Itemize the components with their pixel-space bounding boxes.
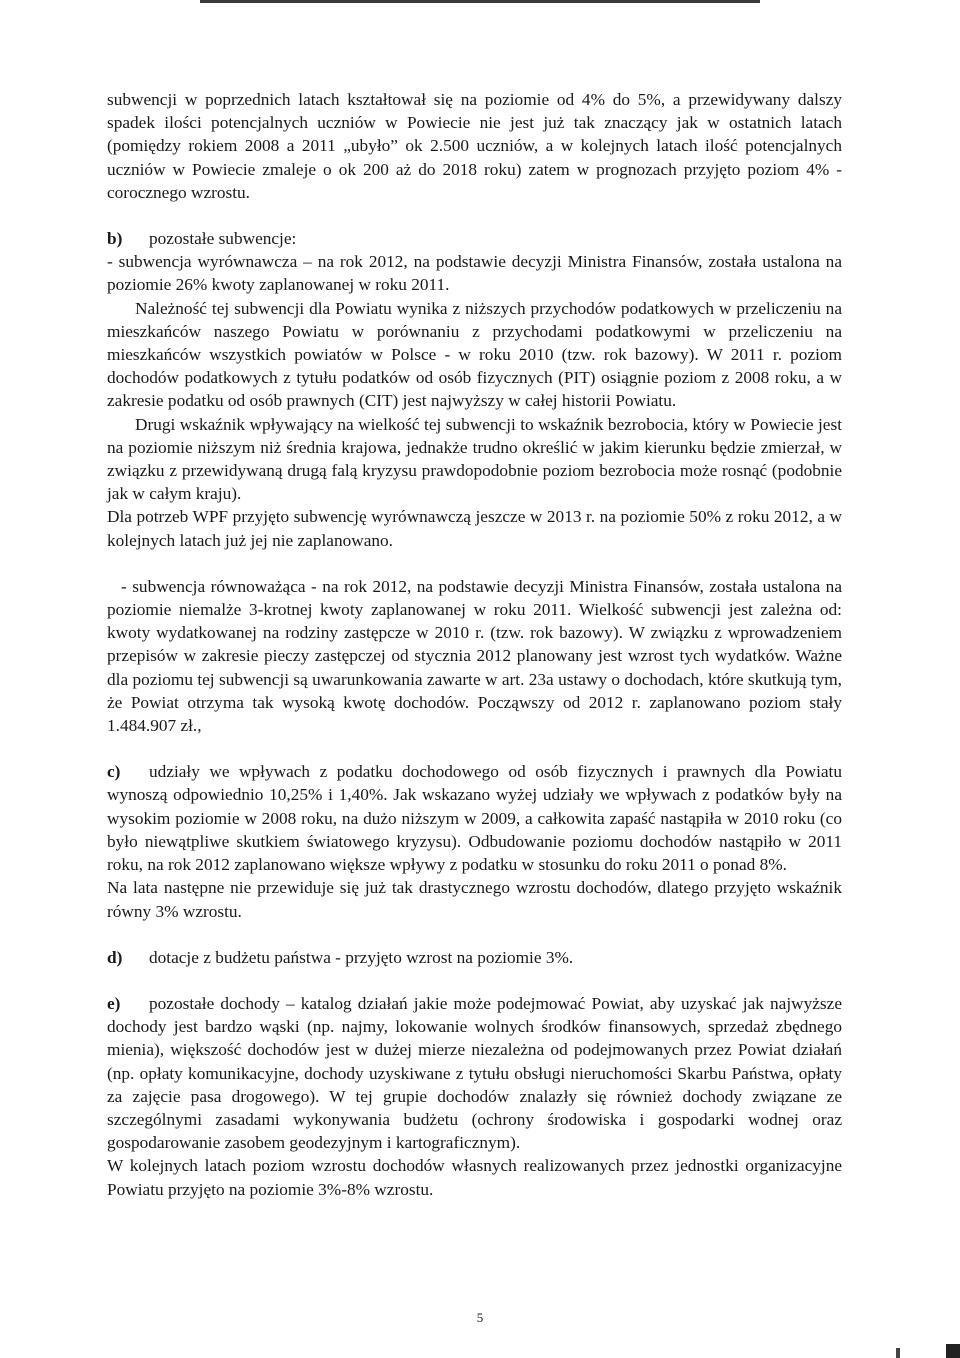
section-b-title: pozostałe subwencje: [149, 229, 297, 249]
section-d-paragraph [107, 946, 842, 969]
scan-edge-mark [896, 1348, 900, 1358]
section-e-label: e) [107, 993, 121, 1013]
spacer [107, 737, 842, 760]
section-b-label: b) [107, 229, 123, 249]
section-d-text: dotacje z budżetu państwa - przyjęto wzrost na poziomie 3%. [149, 947, 574, 967]
page-number: 5 [476, 1310, 484, 1325]
scan-top-edge [200, 0, 760, 3]
spacer [107, 552, 842, 575]
paragraph-wpf: Dla potrzeb WPF przyjęto subwencję wyrównawczą jeszcze w 2013 r. na poziomie 50% z roku 2012, a w kolejnych latach już jej nie zaplanowano. [107, 507, 842, 550]
paragraph-subwencja-rownowazaca: - subwencja równoważąca - na rok 2012, na podstawie decyzji Ministra Finansów, została ustalona na poziomie niemalże 3-krotnej kwoty zaplanowanej w roku 2011. Wielkość subwencji jest zależna od: kwoty wydatkowanej na rodziny zastępcze w 2010 r. (tzw. rok bazowy). W związku z wprowadzeniem przepisów w zakresie pieczy zastępczej od stycznia 2012 planowany jest wzrost tych wydatków. Ważne dla poziomu tej subwencji są uwarunkowania zawarte w art. 23a ustawy o dochodach, które skutkują tym, że Powiat otrzyma tak wysoką kwotę dochodów. Począwszy od 2012 r. zaplanowano poziom stały 1.484.907 zł., [107, 576, 842, 736]
section-c-paragraph [107, 760, 842, 876]
section-e-text: pozostałe dochody – katalog działań jakie może podejmować Powiat, aby uzyskać jak najwyższe dochody jest bardzo wąski (np. najmy, lokowanie wolnych środków finansowych, sprzedaż zbędnego mienia), większość dochodów jest w dużej mierze niezależna od podejmowanych przez Powiat działań (np. opłaty komunikacyjne, dochody uzyskiwane z tytułu obsługi nieruchomości Skarbu Państwa, opłaty za zajęcie pasa drogowego). W tej grupie dochodów znalazły się również dochody związane ze szczególnymi zasadami wykonywania budżetu (ochrony środowiska i gospodarki wodnej oraz gospodarowanie zasobem geodezyjnym i kartograficznym). [107, 993, 842, 1153]
section-c-label: c) [107, 762, 121, 782]
paragraph-naleznosc: Należność tej subwencji dla Powiatu wynika z niższych przychodów podatkowych w przeliczeniu na mieszkańców naszego Powiatu w porównaniu z przychodami podatkowymi w przeliczeniu na mieszkańców wszystkich powiatów w Polsce - w roku 2010 (tzw. rok bazowy). W 2011 r. poziom dochodów podatkowych z tytułu podatków od osób fizycznych (PIT) osiągnie poziom z 2008 roku, a w zakresie podatku od osób prawnych (CIT) jest najwyższy w całej historii Powiatu. [107, 298, 842, 411]
paragraph-drugi-wskaznik: Drugi wskaźnik wpływający na wielkość tej subwencji to wskaźnik bezrobocia, który w Powiecie jest na poziomie niższym niż średnia krajowa, jednakże trudno określić w jakim kierunku będzie zmierzał, w związku z przewidywaną drugą falą kryzysu prawdopodobnie poziom bezrobocia może rosnąć (podobnie jak w całym kraju). [107, 414, 842, 504]
section-c-text: udziały we wpływach z podatku dochodowego od osób fizycznych i prawnych dla Powiatu wynoszą odpowiednio 10,25% i 1,40%. Jak wskazano wyżej udziały we wpływach z podatków były na wysokim poziomie w 2008 roku, na dużo niższym w 2009, a całkowita zapaść nastąpiła w 2010 roku (co było niewątpliwe skutkiem światowego kryzysu). Odbudowanie poziomu dochodów nastąpiło w 2011 roku, na rok 2012 zaplanowano większe wpływy z podatku w stosunku do roku 2011 o ponad 8%. [107, 762, 842, 875]
section-b-heading [107, 227, 842, 250]
scan-corner-mark [946, 1344, 960, 1358]
paragraph-subwencja-wyrownawcza: - subwencja wyrównawcza – na rok 2012, na podstawie decyzji Ministra Finansów, została ustalona na poziomie 26% kwoty zaplanowanej w roku 2011. [107, 252, 842, 295]
paragraph-intro: subwencji w poprzednich latach kształtował się na poziomie od 4% do 5%, a przewidywany dalszy spadek ilości potencjalnych uczniów w Powiecie nie jest już tak znaczący jak w ostatnich latach (pomiędzy rokiem 2008 a 2011 „ubyło” ok 2.500 uczniów, a w kolejnych latach ilość potencjalnych uczniów w Powiecie zmaleje o ok 200 aż do 2018 roku) zatem w prognozach przyjęto poziom 4% - corocznego wzrostu. [107, 90, 842, 202]
spacer [107, 204, 842, 227]
section-e-paragraph [107, 992, 842, 1154]
paragraph-kolejne-lata: W kolejnych latach poziom wzrostu dochodów własnych realizowanych przez jednostki organizacyjne Powiatu przyjęto na poziomie 3%-8% wzrostu. [107, 1156, 842, 1199]
paragraph-lata-nastepne: Na lata następne nie przewiduje się już tak drastycznego wzrostu dochodów, dlatego przyjęto wskaźnik równy 3% wzrostu. [107, 878, 842, 921]
document-body [107, 88, 842, 1201]
spacer [107, 923, 842, 946]
section-d-label: d) [107, 947, 123, 967]
spacer [107, 969, 842, 992]
